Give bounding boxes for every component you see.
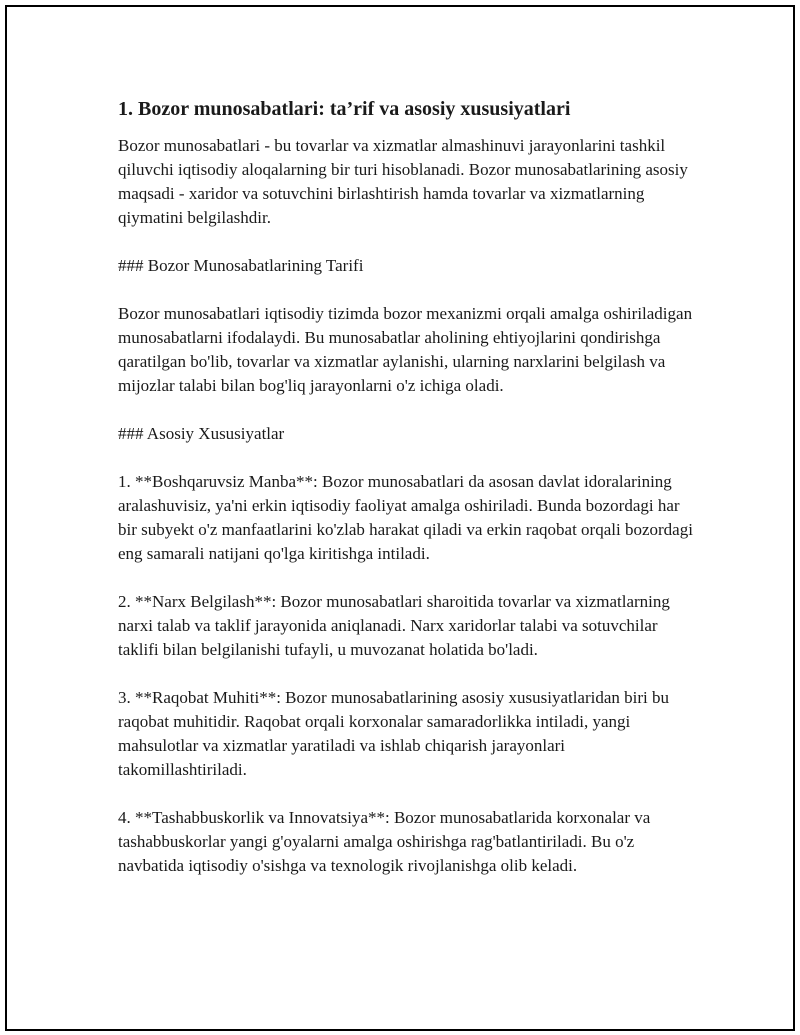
section-heading-tarif: ### Bozor Munosabatlarining Tarifi: [118, 256, 364, 275]
list-item-3: 3. **Raqobat Muhiti**: Bozor munosabatlarining asosiy xususiyatlaridan biri bu raqobat muhitidir. Raqobat orqali korxonalar samaradorlikka intiladi, yangi mahsulotlar va xizmatlar yaratiladi va ishlab chiqarish jarayonlari takomillashtiriladi.: [118, 688, 670, 779]
tarif-paragraph: Bozor munosabatlari iqtisodiy tizimda bozor mexanizmi orqali amalga oshiriladigan munosabatlarni ifodalaydi. Bu munosabatlar aholining ehtiyojlarini qondirishga qaratilgan bo'lib, tovarlar va xizmatlar aylanishi, ularning narxlarini belgilash va mijozlar talabi bilan bog'liq jarayonlarni o'z ichiga oladi.: [118, 304, 693, 395]
list-item-4: 4. **Tashabbuskorlik va Innovatsiya**: Bozor munosabatlarida korxonalar va tashabbuskorlar yangi g'oyalarni amalga oshirishga rag'batlantiriladi. Bu o'z navbatida iqtisodiy o'sishga va texnologik rivojlanishga olib keladi.: [118, 808, 651, 875]
intro-paragraph: Bozor munosabatlari - bu tovarlar va xizmatlar almashinuvi jarayonlarini tashkil qiluvchi iqtisodiy aloqalarning bir turi hisoblanadi. Bozor munosabatlarining asosiy maqsadi - xaridor va sotuvchini birlashtirish hamda tovarlar va xizmatlarning qiymatini belgilashdir.: [118, 136, 688, 227]
document-content: [118, 96, 698, 902]
list-item-2: 2. **Narx Belgilash**: Bozor munosabatlari sharoitida tovarlar va xizmatlarning narxi talab va taklif jarayonida aniqlanadi. Narx xaridorlar talabi va sotuvchilar taklifi bilan belgilanishi tufayli, u muvozanat holatida bo'ladi.: [118, 592, 670, 659]
section-heading-xususiyatlar: ### Asosiy Xususiyatlar: [118, 424, 285, 443]
document-page: [5, 5, 795, 1031]
document-title: 1. Bozor munosabatlari: ta’rif va asosiy xususiyatlari: [118, 98, 571, 120]
list-item-1: 1. **Boshqaruvsiz Manba**: Bozor munosabatlari da asosan davlat idoralarining aralashuvisiz, ya'ni erkin iqtisodiy faoliyat amalga oshiriladi. Bunda bozordagi har bir subyekt o'z manfaatlarini ko'zlab harakat qiladi va erkin raqobat orqali bozordagi eng samarali natijani qo'lga kiritishga intiladi.: [118, 472, 693, 563]
